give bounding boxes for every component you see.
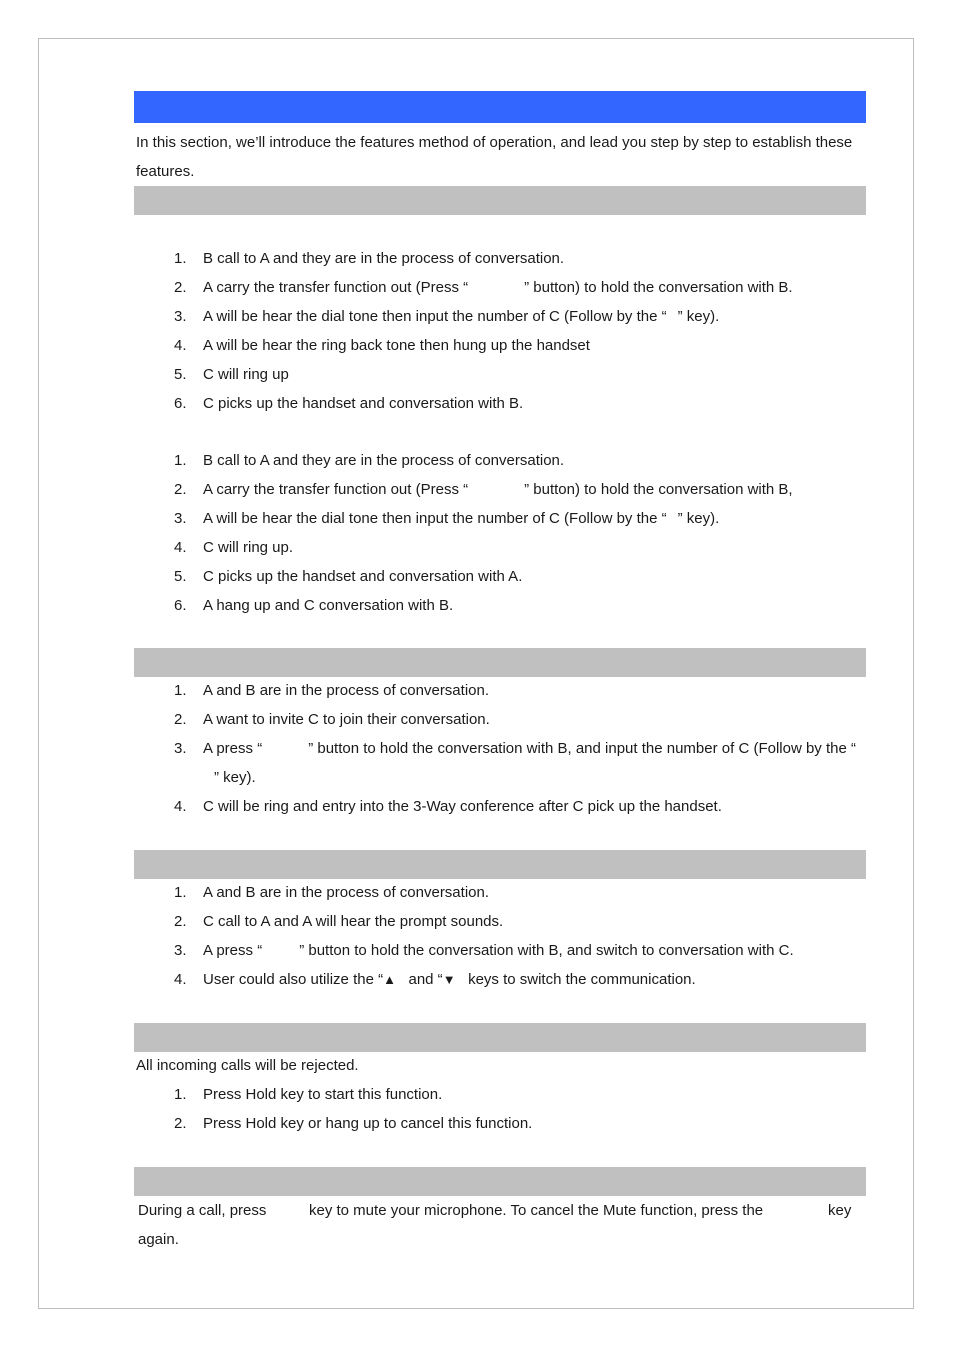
mute-text-line2: again.	[138, 1231, 179, 1248]
list-item: 4. A will be hear the ring back tone then hung up the handset	[174, 337, 590, 354]
mute-text-post: key	[828, 1202, 852, 1219]
list-item: 3. A will be hear the dial tone then input the number of C (Follow by the “ ” key).	[174, 308, 720, 325]
down-arrow-icon: ▼	[442, 972, 456, 987]
mute-text-mid: key to mute your microphone. To cancel the Mute function, press the	[309, 1202, 764, 1219]
transfer-list-a	[136, 244, 866, 418]
list-item: 4. User could also utilize the “▲ and “▼ keys to switch the communication.	[174, 971, 696, 988]
list-item: 1. A and B are in the process of conversation.	[174, 682, 490, 699]
dnd-list	[136, 1080, 866, 1138]
call-waiting-list	[136, 878, 866, 994]
section-bar-dnd	[134, 1023, 866, 1052]
transfer-list-b	[136, 446, 866, 620]
list-item: 6. C picks up the handset and conversation with B.	[174, 395, 524, 412]
list-item: 3. A press “ ” button to hold the conversation with B, and switch to conversation with C.	[174, 942, 794, 959]
list-item: 1. B call to A and they are in the process of conversation.	[174, 250, 565, 267]
mute-text-pre: During a call, press	[138, 1202, 267, 1219]
intro-paragraph: In this section, we’ll introduce the features method of operation, and lead you step by step to establish these features.	[136, 134, 853, 180]
list-item: 6. A hang up and C conversation with B.	[174, 597, 454, 614]
list-item: 3. A will be hear the dial tone then input the number of C (Follow by the “ ” key).	[174, 510, 720, 527]
list-item: 2. C call to A and A will hear the prompt sounds.	[174, 913, 504, 930]
list-item: 5. C picks up the handset and conversation with A.	[174, 568, 523, 585]
list-item: 2. Press Hold key or hang up to cancel this function.	[174, 1115, 533, 1132]
conference-list	[136, 676, 866, 821]
up-arrow-icon: ▲	[383, 972, 396, 987]
list-item: 3. A press “ ” button to hold the conversation with B, and input the number of C (Follow by the “” key).	[174, 740, 856, 786]
list-item: 1. Press Hold key to start this function.	[174, 1086, 443, 1103]
dnd-intro: All incoming calls will be rejected.	[136, 1057, 359, 1074]
section-bar-call-waiting	[134, 850, 866, 879]
section-bar-mute	[134, 1167, 866, 1196]
list-item: 4. C will be ring and entry into the 3-Way conference after C pick up the handset.	[174, 798, 722, 815]
section-bar-transfer	[134, 186, 866, 215]
section-bar-conference	[134, 648, 866, 677]
list-item: 4. C will ring up.	[174, 539, 294, 556]
chapter-header-bar	[134, 91, 866, 123]
list-item: 2. A want to invite C to join their conversation.	[174, 711, 490, 728]
list-item: 1. A and B are in the process of conversation.	[174, 884, 490, 901]
list-item: 2. A carry the transfer function out (Press “ ” button) to hold the conversation with B.	[174, 279, 793, 296]
list-item: 5. C will ring up	[174, 366, 289, 383]
list-item: 1. B call to A and they are in the process of conversation.	[174, 452, 565, 469]
list-item: 2. A carry the transfer function out (Press “ ” button) to hold the conversation with B,	[174, 481, 793, 498]
